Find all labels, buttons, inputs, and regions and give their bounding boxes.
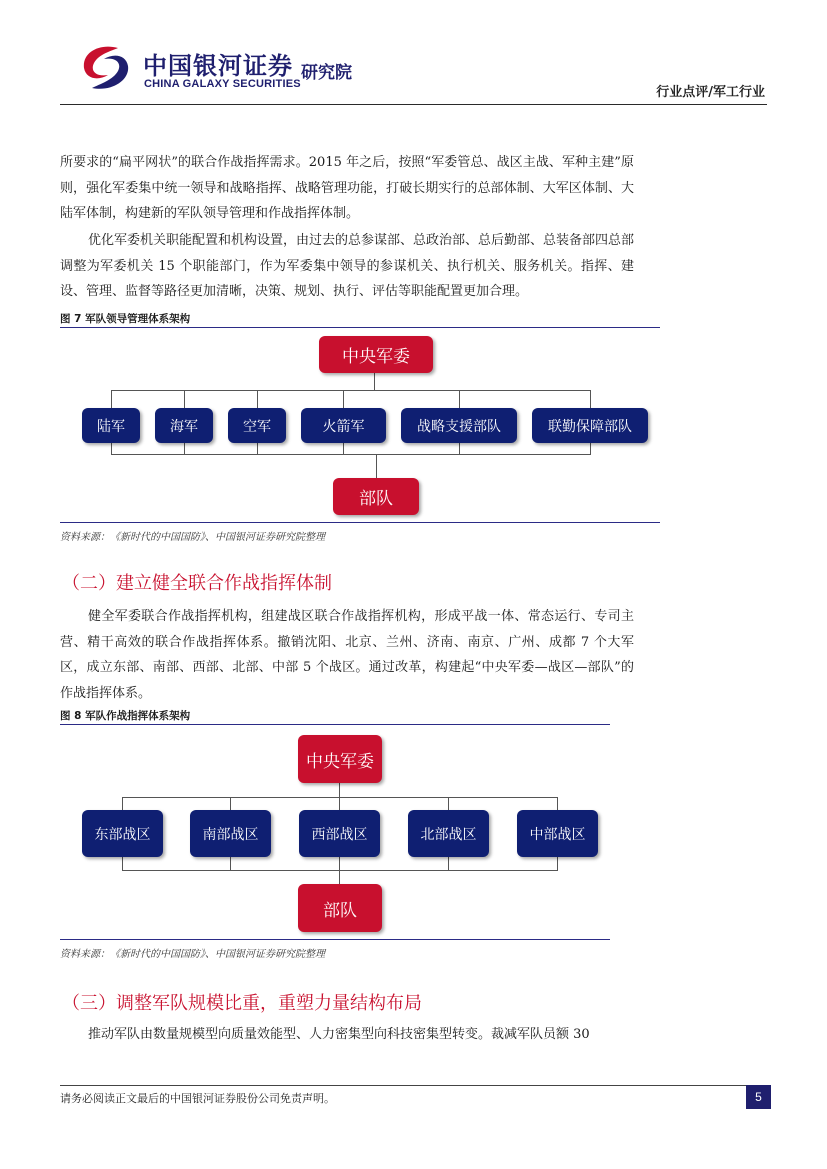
figure-8-bottom-rule	[60, 939, 610, 940]
galaxy-logo-icon	[78, 44, 134, 90]
node-joint-logistics-force: 联勤保障部队	[532, 408, 648, 443]
figure-7-source: 资料来源：《新时代的中国国防》、中国银河证券研究院整理	[60, 532, 325, 543]
figure-7-caption: 图 7 军队领导管理体系架构	[60, 313, 191, 325]
node-northern-theater: 北部战区	[408, 810, 489, 857]
node-central-theater: 中部战区	[517, 810, 598, 857]
figure-7-top-rule	[60, 327, 660, 328]
section-3-heading: （三）调整军队规模比重，重塑力量结构布局	[62, 993, 422, 1014]
figure-8-caption: 图 8 军队作战指挥体系架构	[60, 710, 191, 722]
node-central-military-commission-2: 中央军委	[298, 735, 382, 783]
node-army: 陆军	[82, 408, 140, 443]
figure-7-bottom-rule	[60, 522, 660, 523]
node-troops-2: 部队	[298, 884, 382, 932]
header-divider	[60, 104, 767, 105]
report-category: 行业点评/军工行业	[656, 85, 765, 100]
disclaimer-notice: 请务必阅读正文最后的中国银河证券股份公司免责声明。	[60, 1092, 335, 1105]
footer-divider	[60, 1085, 770, 1086]
logo-chinese-name: 中国银河证券	[143, 52, 293, 80]
node-navy: 海军	[155, 408, 213, 443]
figure-8-top-rule	[60, 724, 610, 725]
node-troops: 部队	[333, 478, 419, 515]
logo-english-name: CHINA GALAXY SECURITIES	[144, 78, 301, 90]
figure-8-source: 资料来源：《新时代的中国国防》、中国银河证券研究院整理	[60, 949, 325, 960]
page-number: 5	[746, 1085, 771, 1109]
node-southern-theater: 南部战区	[190, 810, 271, 857]
node-rocket-force: 火箭军	[301, 408, 386, 443]
node-air-force: 空军	[228, 408, 286, 443]
section-2-heading: （二）建立健全联合作战指挥体制	[62, 573, 332, 594]
node-western-theater: 西部战区	[299, 810, 380, 857]
node-strategic-support-force: 战略支援部队	[401, 408, 517, 443]
institute-label: 研究院	[301, 63, 352, 83]
paragraph-1: 所要求的“扁平网状”的联合作战指挥需求。2015 年之后，按照“军委管总、战区主战、军种主建”原则，强化军委集中统一领导和战略指挥、战略管理功能，打破长期实行的总部体制、大军区体制、大陆军体制，构建新的军队领导管理和作战指挥体制。	[60, 155, 634, 221]
node-central-military-commission: 中央军委	[319, 336, 433, 373]
node-eastern-theater: 东部战区	[82, 810, 163, 857]
section-2-paragraph: 健全军委联合作战指挥机构，组建战区联合作战指挥机构，形成平战一体、常态运行、专司主营、精干高效的联合作战指挥体系。撤销沈阳、北京、兰州、济南、南京、广州、成都 7 个大军区，成立东部、南部、西部、北部、中部 5 个战区。通过改革，构建起“中央军委—战区—部队”的作战指挥体系。	[60, 609, 634, 701]
section-3-paragraph: 推动军队由数量规模型向质量效能型、人力密集型向科技密集型转变。裁减军队员额 30	[88, 1027, 590, 1042]
paragraph-2: 优化军委机关职能配置和机构设置，由过去的总参谋部、总政治部、总后勤部、总装备部四总部调整为军委机关 15 个职能部门，作为军委集中领导的参谋机关、执行机关、服务机关。指挥、建设、管理、监督等路径更加清晰，决策、规划、执行、评估等职能配置更加合理。	[60, 233, 635, 299]
